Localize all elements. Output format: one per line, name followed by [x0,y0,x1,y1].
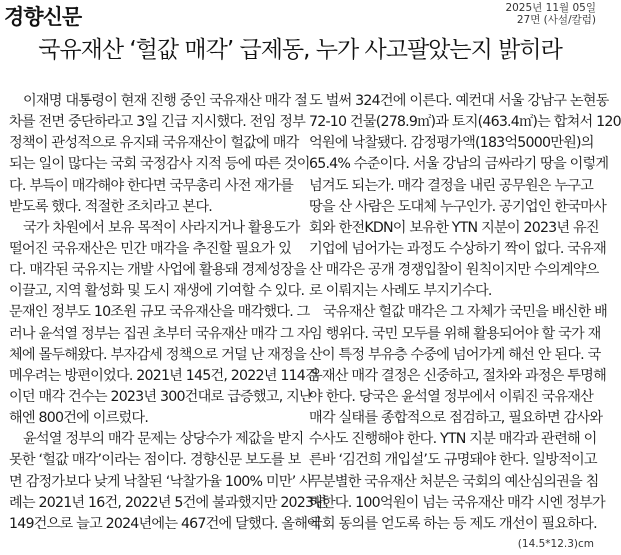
publication-date: 2025년 11월 05일 [505,2,596,14]
article-text-line: 로 이뤄지는 사례도 부지기수다. [309,283,492,300]
article-text-line: 윤석열 정부의 매각 문제는 상당수가 제값을 받지 [23,431,304,448]
article-text-line: 체에 몰두해왔다. 부자감세 정책으로 거덜 난 재정을 [9,346,306,363]
article-text-line: 회와 한전KDN이 보유한 YTN 지분이 2023년 유진 [309,219,599,236]
publication-name: 경향신문 [4,5,82,29]
article-text-line: 무분별한 국유재산 처분은 국회의 예산심의권을 침 [309,473,599,490]
article-text-line: 넘겨도 되는가. 매각 결정을 내린 공무원은 누구고 [309,177,594,194]
article-text-line: 야 한다. 당국은 윤석열 정부에서 이뤄진 국유재산 [309,388,594,405]
article-text-line: 땅을 산 사람은 도대체 누구인가. 공기업인 한국마사 [309,198,606,215]
article-text-line: 면 감정가보다 낮게 낙찰된 ‘낙찰가율 100% 미만’ 사 [9,473,313,490]
article-text-line: 다. 매각된 국유지는 개발 사업에 활용돼 경제성장을 [9,262,306,279]
article-text-line: 도 벌써 324건에 이른다. 예컨대 서울 강남구 논현동 [309,93,609,109]
article-text-line: 해엔 800건에 이르렀다. [9,410,149,427]
article-text-line: 65.4% 수준이다. 서울 강남의 금싸라기 땅을 이렇게 [309,156,609,173]
article-column-right [309,91,621,535]
article-text-line: 이재명 대통령이 현재 진행 중인 국유재산 매각 절 [23,93,308,109]
article-text-line: 러나 윤석열 정부는 집권 초부터 국유재산 매각 그 자 [9,325,310,342]
article-text-line: 유재산 매각 결정은 신중하고, 절차와 과정은 투명해 [309,367,606,384]
article-text-line: 차를 전면 중단하라고 3일 긴급 지시했다. 전임 정부 [9,114,306,131]
publication-meta [505,2,596,26]
page-section: 27면 (사설/칼럼) [516,14,596,26]
article-text-line: 기업에 넘어가는 과정도 수상하기 짝이 없다. 국유재 [309,240,606,257]
article-text-line: 임 행위다. 국민 모두를 위해 활용되어야 할 국가 재 [309,325,601,342]
article-text-line: 떨어진 국유재산은 민간 매각을 추진할 필요가 있 [9,240,291,257]
article-text-line: 이끌고, 지역 활성화 및 도시 재생에 기여할 수 있다. [9,283,305,300]
article-column-left [9,91,327,535]
article-text-line: 른바 ‘김건희 개입설’도 규명돼야 한다. 일방적이고 [309,452,597,469]
article-text-line: 못한 ‘헐값 매각’이라는 점이다. 경향신문 보도를 보 [9,452,301,469]
article-text-line: 매각 실태를 종합적으로 점검하고, 필요하면 감사와 [309,410,603,427]
article-text-line: 해한다. 100억원이 넘는 국유재산 매각 시엔 정부가 [309,494,605,511]
article-text-line: 국유재산 헐값 매각은 그 자체가 국민을 배신한 배 [323,304,608,321]
article-headline: 국유재산 ‘헐값 매각’ 급제동, 누가 사고팔았는지 밝히라 [38,37,562,63]
article-text-line: 억원에 낙찰됐다. 감정평가액(183억5000만원)의 [309,135,594,152]
article-text-line: 되는 일이 많다는 국회 국정감사 지적 등에 따른 것이 [9,156,310,173]
article-text-line: 받도록 했다. 적절한 조치라고 본다. [9,198,212,215]
article-text-line: 문재인 정부도 10조원 규모 국유재산을 매각했다. 그 [9,304,310,321]
article-text-line: 례는 2021년 16건, 2022년 5건에 불과했지만 2023년 [9,494,327,511]
article-size: (14.5*12.3)cm [517,538,594,550]
article-text-line: 메우려는 방편이었다. 2021년 145건, 2022년 114건 [9,367,318,384]
article-text-line: 산이 특정 부유층 수중에 넘어가게 해선 안 된다. 국 [309,346,601,363]
article-text-line: 수사도 진행해야 한다. YTN 지분 매각과 관련해 이 [309,431,597,448]
article-text-line: 정책이 관성적으로 유지돼 국유재산이 헐값에 매각 [9,135,299,152]
article-text-line: 국회 동의를 얻도록 하는 등 제도 개선이 필요하다. [309,515,597,532]
article-text-line: 국가 차원에서 보유 목적이 사라지거나 활용도가 [23,219,300,236]
article-text-line: 72-10 건물(278.9㎡)과 토지(463.4㎡)는 합쳐서 120 [309,114,621,131]
article-text-line: 다. 부득이 매각해야 한다면 국무총리 사전 재가를 [9,177,294,194]
article-text-line: 이던 매각 건수는 2023년 300건대로 급증했고, 지난 [9,388,312,405]
article-text-line: 149건으로 늘고 2024년에는 467건에 달했다. 올해에 [9,515,321,532]
article-text-line: 산 매각은 공개 경쟁입찰이 원칙이지만 수의계약으 [309,262,599,279]
